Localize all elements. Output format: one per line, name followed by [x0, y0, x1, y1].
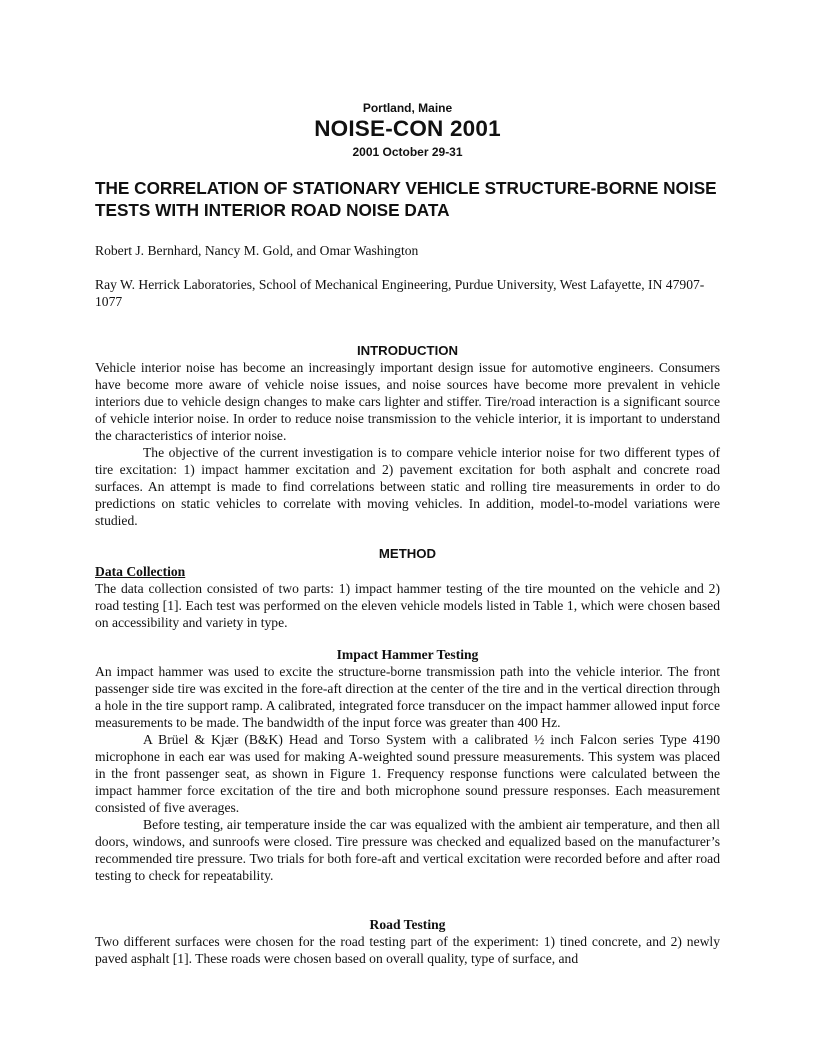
conference-name: NOISE-CON 2001: [314, 116, 501, 141]
road-testing-paragraph: Two different surfaces were chosen for the road testing part of the experiment: 1) tined concrete, and 2) newly paved asphalt [1]. These roads were chosen based on overall quality, type of surface, and: [95, 934, 720, 966]
data-collection-paragraph: The data collection consisted of two parts: 1) impact hammer testing of the tire mounted on the vehicle and 2) road testing [1]. Each test was performed on the eleven vehicle models listed in Table 1, which were chosen based on accessibility and variety in type.: [95, 581, 720, 630]
impact-hammer-paragraph: An impact hammer was used to excite the structure-borne transmission path into the vehicle interior. The front passenger side tire was excited in the fore-aft direction at the center of the tire and in the vertical direction through a hole in the tire support ramp. A calibrated, integrated force transducer on the impact hammer allowed input force measurements to be made. The bandwidth of the input force was greater than 400 Hz.: [95, 664, 720, 730]
impact-hammer-heading: Impact Hammer Testing: [336, 647, 479, 662]
introduction-paragraph: The objective of the current investigation is to compare vehicle interior noise for two different types of tire excitation: 1) impact hammer excitation and 2) pavement excitation for both asphalt and concrete road surfaces. An attempt is made to find correlations between static and rolling tire measurements in order to do predictions on static vehicles to correlate with moving vehicles. In addition, model-to-model variations were studied.: [95, 445, 720, 528]
introduction-paragraph: Vehicle interior noise has become an increasingly important design issue for automotive engineers. Consumers have become more aware of vehicle noise issues, and noise sources have become more prevalent in vehicle interiors due to vehicle design changes to make cars lighter and stiffer. Tire/road interaction is a significant source of vehicle interior noise. In order to reduce noise transmission to the vehicle interior, it is important to understand the characteristics of interior noise.: [95, 360, 720, 443]
road-testing-section: [95, 917, 720, 967]
paper-title: THE CORRELATION OF STATIONARY VEHICLE STRUCTURE-BORNE NOISE TESTS WITH INTERIOR ROAD NOISE DATA: [95, 178, 717, 220]
conference-location: Portland, Maine: [362, 101, 453, 115]
introduction-section: [95, 343, 720, 529]
authors: Robert J. Bernhard, Nancy M. Gold, and Omar Washington: [95, 243, 419, 258]
affiliation: Ray W. Herrick Laboratories, School of Mechanical Engineering, Purdue University, West Lafayette, IN 47907-1077: [95, 277, 705, 309]
impact-hammer-paragraph: A Brüel & Kjær (B&K) Head and Torso System with a calibrated ½ inch Falcon series Type 4190 microphone in each ear was used for making A-weighted sound pressure measurements. This system was placed in the front passenger seat, as shown in Figure 1. Frequency response functions were calculated between the impact hammer force excitation of the tire and both microphone sound pressure responses. Each measurement consisted of five averages.: [95, 732, 720, 815]
data-collection-heading: Data Collection: [95, 564, 186, 579]
road-testing-heading: Road Testing: [369, 917, 446, 932]
method-section: [95, 546, 720, 631]
method-heading: METHOD: [378, 546, 437, 561]
introduction-heading: INTRODUCTION: [356, 343, 459, 358]
conference-dates: 2001 October 29-31: [352, 145, 463, 159]
impact-hammer-paragraph: Before testing, air temperature inside the car was equalized with the ambient air temperature, and then all doors, windows, and sunroofs were closed. Tire pressure was checked and equalized based on the manufacturer’s recommended tire pressure. Two trials for both fore-aft and vertical excitation were recorded before and after road testing to check for repeatability.: [95, 817, 720, 883]
impact-hammer-section: [95, 647, 720, 884]
